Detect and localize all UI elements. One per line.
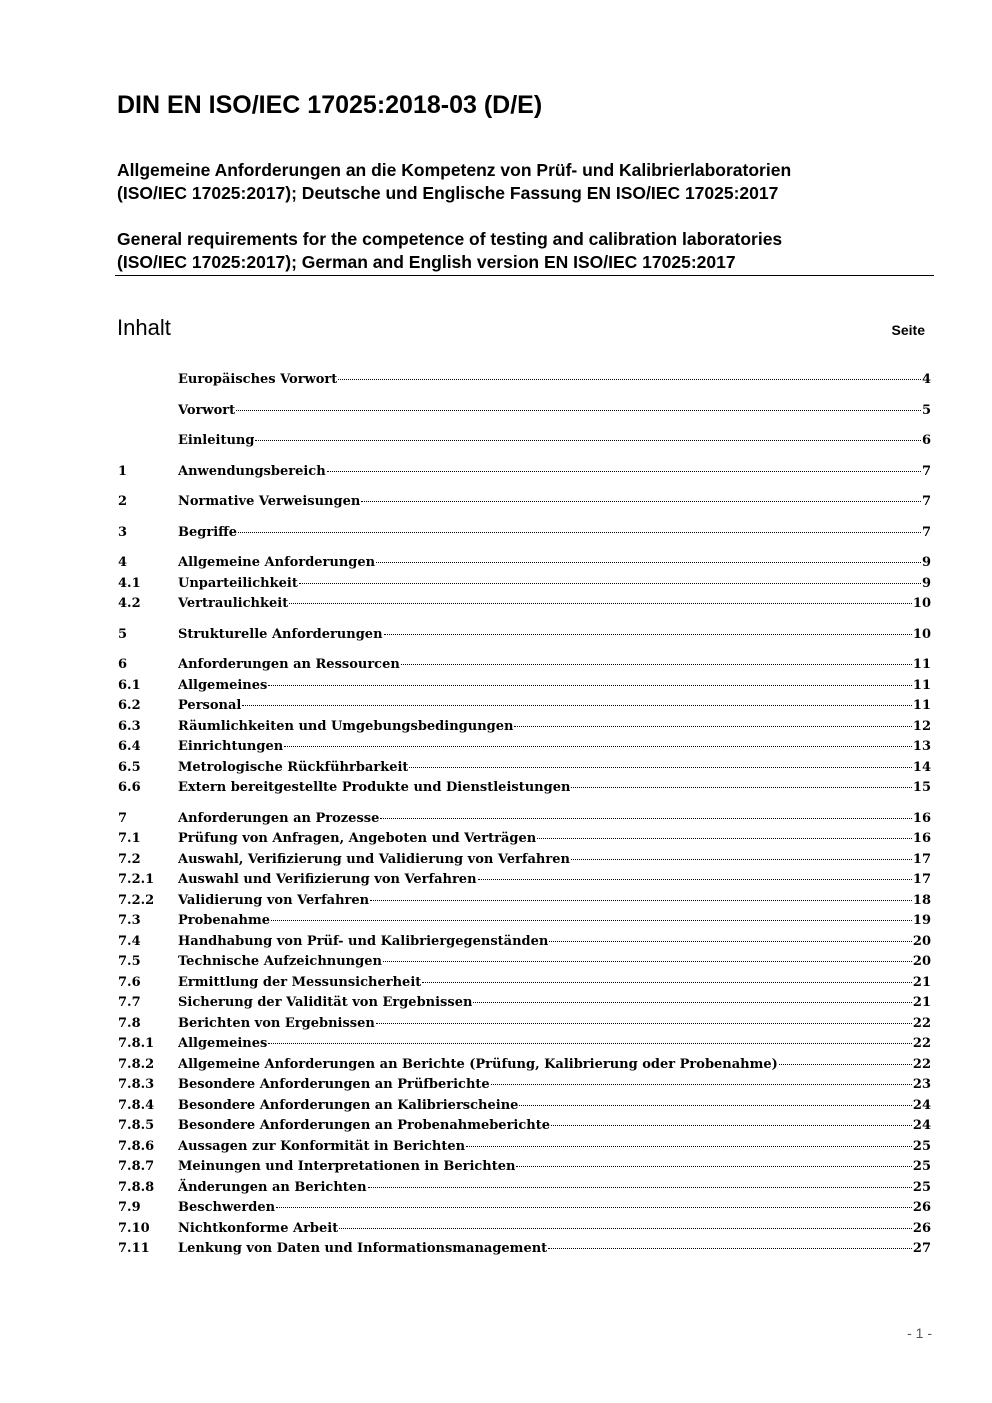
toc-entry-number: 7.8.3 xyxy=(118,1077,155,1092)
toc-page-label: Seite xyxy=(891,322,925,338)
toc-dot-leader xyxy=(327,471,921,472)
toc-entry-title: Anforderungen an Ressourcen xyxy=(178,657,400,672)
toc-entry-number: 7.2.1 xyxy=(118,872,155,887)
toc-entry-page: 25 xyxy=(912,1159,931,1174)
toc-entry-page: 13 xyxy=(912,739,931,754)
toc-entry-page: 25 xyxy=(912,1138,931,1154)
toc-entry-page: 25 xyxy=(912,1179,931,1195)
toc-entry-page: 27 xyxy=(912,1241,931,1256)
toc-entry[interactable] xyxy=(118,431,931,452)
toc-dot-leader xyxy=(422,982,912,983)
toc-entry-page: 21 xyxy=(912,995,931,1010)
toc-entry[interactable] xyxy=(118,462,931,483)
toc-entry[interactable] xyxy=(118,553,931,574)
toc-entry-number: 5 xyxy=(118,626,128,642)
toc-dot-leader xyxy=(361,501,921,502)
toc-entry[interactable] xyxy=(118,1116,931,1137)
document-title: DIN EN ISO/IEC 17025:2018-03 (D/E) xyxy=(117,91,543,119)
toc-entry-title: Besondere Anforderungen an Probenahmeberichte xyxy=(178,1118,551,1133)
subtitle-german-line-2: (ISO/IEC 17025:2017); Deutsche und Englische Fassung EN ISO/IEC 17025:2017 xyxy=(117,183,779,203)
toc-entry-title: Handhabung von Prüf- und Kalibriergegenständen xyxy=(178,933,549,949)
toc-entry-page: 15 xyxy=(912,780,931,795)
toc-entry-number: 7.6 xyxy=(118,974,141,990)
toc-entry-number: 7.5 xyxy=(118,954,141,969)
toc-dot-leader xyxy=(238,532,921,533)
toc-entry[interactable] xyxy=(118,594,931,615)
toc-entry-number: 7.9 xyxy=(118,1200,141,1215)
toc-entry-page: 20 xyxy=(912,933,931,949)
toc-dot-leader xyxy=(571,787,911,788)
toc-entry-number: 7.8.8 xyxy=(118,1179,155,1195)
toc-entry-title: Berichten von Ergebnissen xyxy=(178,1015,375,1031)
toc-entry-title: Einrichtungen xyxy=(178,739,284,754)
toc-entry-page: 26 xyxy=(912,1200,931,1215)
toc-entry-page: 10 xyxy=(912,626,931,642)
toc-entry-number: 2 xyxy=(118,494,128,509)
toc-entry-number: 7.11 xyxy=(118,1241,150,1256)
toc-entry-number: 7.1 xyxy=(118,831,141,846)
toc-dot-leader xyxy=(338,379,921,380)
toc-entry-number: 4 xyxy=(118,555,128,570)
toc-entry[interactable] xyxy=(118,758,931,779)
toc-dot-leader xyxy=(268,685,912,686)
toc-entry-title: Allgemeine Anforderungen an Berichte (Prüfung, Kalibrierung oder Probenahme) xyxy=(178,1056,778,1072)
toc-entry-page: 22 xyxy=(912,1015,931,1031)
toc-entry[interactable] xyxy=(118,829,931,850)
toc-entry[interactable] xyxy=(118,717,931,738)
toc-entry-page: 17 xyxy=(912,872,931,887)
toc-entry-number: 7.4 xyxy=(118,933,141,949)
toc-entry-page: 18 xyxy=(912,892,931,908)
toc-entry-number: 6.1 xyxy=(118,677,141,693)
toc-entry[interactable] xyxy=(118,523,931,544)
toc-entry-page: 21 xyxy=(912,974,931,990)
toc-entry-title: Nichtkonforme Arbeit xyxy=(178,1220,339,1236)
toc-entry-title: Metrologische Rückführbarkeit xyxy=(178,759,409,775)
toc-entry[interactable] xyxy=(118,655,931,676)
toc-dot-leader xyxy=(380,818,912,819)
toc-dot-leader xyxy=(383,961,912,962)
toc-entry-number: 7.2.2 xyxy=(118,892,155,908)
toc-entry-title: Vorwort xyxy=(178,402,236,418)
toc-entry-number: 7.8 xyxy=(118,1015,141,1031)
toc-entry[interactable] xyxy=(118,1219,931,1240)
toc-dot-leader xyxy=(478,879,912,880)
toc-entry[interactable] xyxy=(118,1034,931,1055)
toc-entry-title: Auswahl und Verifizierung von Verfahren xyxy=(178,872,477,887)
toc-entry-title: Besondere Anforderungen an Prüfberichte xyxy=(178,1077,490,1092)
toc-entry-page: 9 xyxy=(921,555,931,570)
toc-entry-title: Unparteilichkeit xyxy=(178,575,298,591)
toc-entry[interactable] xyxy=(118,809,931,830)
toc-entry-page: 24 xyxy=(912,1118,931,1133)
toc-dot-leader xyxy=(370,900,912,901)
toc-entry-page: 22 xyxy=(912,1036,931,1051)
toc-entry[interactable] xyxy=(118,574,931,595)
toc-entry-page: 20 xyxy=(912,954,931,969)
toc-entry-number: 6.6 xyxy=(118,780,141,795)
toc-dot-leader xyxy=(268,1043,912,1044)
toc-entry-number: 1 xyxy=(118,463,128,479)
toc-dot-leader xyxy=(401,664,912,665)
toc-entry-number: 7.3 xyxy=(118,913,141,928)
toc-entry[interactable] xyxy=(118,1137,931,1158)
toc-entry-page: 19 xyxy=(912,913,931,928)
toc-entry-title: Anforderungen an Prozesse xyxy=(178,810,380,826)
toc-dot-leader xyxy=(516,1166,911,1167)
toc-entry-title: Prüfung von Anfragen, Angeboten und Verträgen xyxy=(178,831,537,846)
toc-dot-leader xyxy=(549,941,912,942)
toc-entry-page: 5 xyxy=(921,402,931,418)
toc-dot-leader xyxy=(384,634,912,635)
toc-entry-page: 16 xyxy=(912,831,931,846)
toc-entry-title: Meinungen und Interpretationen in Berichten xyxy=(178,1159,516,1174)
toc-entry-page: 11 xyxy=(912,657,931,672)
toc-entry-number: 7.7 xyxy=(118,995,141,1010)
toc-dot-leader xyxy=(409,767,911,768)
toc-entry-page: 26 xyxy=(912,1220,931,1236)
subtitle-english xyxy=(117,228,782,274)
toc-dot-leader xyxy=(491,1084,912,1085)
toc-entry[interactable] xyxy=(118,973,931,994)
toc-entry[interactable] xyxy=(118,993,931,1014)
toc-entry-number: 6.3 xyxy=(118,718,141,734)
toc-dot-leader xyxy=(514,726,911,727)
toc-entry[interactable] xyxy=(118,932,931,953)
toc-entry-title: Normative Verweisungen xyxy=(178,494,361,509)
toc-entry-title: Ermittlung der Messunsicherheit xyxy=(178,974,422,990)
toc-entry-title: Lenkung von Daten und Informationsmanagement xyxy=(178,1241,548,1256)
toc-entry-page: 14 xyxy=(912,759,931,775)
toc-entry-page: 12 xyxy=(912,718,931,734)
toc-entry-title: Räumlichkeiten und Umgebungsbedingungen xyxy=(178,718,514,734)
toc-heading: Inhalt xyxy=(117,315,171,340)
toc-dot-leader xyxy=(255,440,921,441)
toc-entry-title: Allgemeines xyxy=(178,677,268,693)
toc-entry-page: 7 xyxy=(921,494,931,509)
toc-entry[interactable] xyxy=(118,737,931,758)
toc-entry-number: 7.8.1 xyxy=(118,1036,155,1051)
toc-dot-leader xyxy=(571,859,912,860)
toc-entry-page: 9 xyxy=(921,575,931,591)
toc-entry[interactable] xyxy=(118,1055,931,1076)
toc-entry-number: 7.2 xyxy=(118,851,141,867)
toc-entry[interactable] xyxy=(118,1239,931,1260)
toc-entry-title: Vertraulichkeit xyxy=(178,596,289,611)
toc-entry-page: 11 xyxy=(912,677,931,693)
subtitle-english-line-2: (ISO/IEC 17025:2017); German and English version EN ISO/IEC 17025:2017 xyxy=(117,252,736,272)
toc-dot-leader xyxy=(548,1248,912,1249)
toc-entry[interactable] xyxy=(118,1157,931,1178)
toc-entry-title: Technische Aufzeichnungen xyxy=(178,954,382,969)
toc-entry-title: Personal xyxy=(178,698,242,713)
toc-entry-page: 22 xyxy=(912,1056,931,1072)
toc-entry-title: Aussagen zur Konformität in Berichten xyxy=(178,1138,466,1154)
toc-entry-title: Validierung von Verfahren xyxy=(178,892,370,908)
toc-entry-number: 6.5 xyxy=(118,759,141,775)
toc-entry[interactable] xyxy=(118,370,931,391)
subtitle-english-line-1: General requirements for the competence of testing and calibration laboratories xyxy=(117,229,783,249)
toc-entry-page: 17 xyxy=(912,851,931,867)
toc-entry[interactable] xyxy=(118,850,931,871)
toc-dot-leader xyxy=(271,920,912,921)
toc-entry-page: 23 xyxy=(912,1077,931,1092)
toc-entry[interactable] xyxy=(118,952,931,973)
toc-entry-title: Änderungen an Berichten xyxy=(178,1179,367,1195)
toc-dot-leader xyxy=(368,1187,912,1188)
toc-entry-number: 4.2 xyxy=(118,596,141,611)
toc-entry-title: Begriffe xyxy=(178,524,238,540)
toc-entry[interactable] xyxy=(118,778,931,799)
toc-entry-page: 7 xyxy=(921,463,931,479)
subtitle-german-line-1: Allgemeine Anforderungen an die Kompetenz von Prüf- und Kalibrierlaboratorien xyxy=(117,160,792,180)
page-number: - 1 - xyxy=(907,1325,932,1341)
toc-dot-leader xyxy=(537,838,912,839)
toc-entry-number: 7.8.7 xyxy=(118,1159,155,1174)
toc-entry-title: Probenahme xyxy=(178,913,271,928)
title-divider xyxy=(115,275,934,276)
toc-entry-title: Allgemeines xyxy=(178,1036,268,1051)
subtitle-german xyxy=(117,159,791,205)
toc-entry-page: 7 xyxy=(921,524,931,540)
toc-entry[interactable] xyxy=(118,870,931,891)
table-of-contents xyxy=(118,370,931,1260)
toc-entry-title: Strukturelle Anforderungen xyxy=(178,626,383,642)
toc-entry[interactable] xyxy=(118,401,931,422)
toc-entry-number: 7 xyxy=(118,810,128,826)
toc-entry-number: 6.2 xyxy=(118,698,141,713)
toc-entry-page: 6 xyxy=(921,433,931,448)
toc-entry[interactable] xyxy=(118,625,931,646)
toc-entry-number: 7.10 xyxy=(118,1220,150,1236)
toc-entry[interactable] xyxy=(118,676,931,697)
toc-entry[interactable] xyxy=(118,696,931,717)
toc-dot-leader xyxy=(376,562,921,563)
toc-entry[interactable] xyxy=(118,492,931,513)
toc-dot-leader xyxy=(376,1023,912,1024)
toc-dot-leader xyxy=(466,1146,912,1147)
toc-dot-leader xyxy=(289,603,912,604)
toc-dot-leader xyxy=(276,1207,912,1208)
toc-entry[interactable] xyxy=(118,911,931,932)
toc-entry-title: Beschwerden xyxy=(178,1200,276,1215)
toc-entry[interactable] xyxy=(118,891,931,912)
toc-entry-number: 6 xyxy=(118,657,128,672)
toc-entry-page: 11 xyxy=(912,698,931,713)
toc-dot-leader xyxy=(236,410,921,411)
toc-entry-number: 7.8.4 xyxy=(118,1097,155,1113)
toc-entry[interactable] xyxy=(118,1075,931,1096)
toc-entry-title: Auswahl, Verifizierung und Validierung von Verfahren xyxy=(178,851,570,867)
toc-dot-leader xyxy=(299,583,921,584)
toc-dot-leader xyxy=(284,746,912,747)
toc-entry-title: Europäisches Vorwort xyxy=(178,372,338,387)
toc-entry-title: Extern bereitgestellte Produkte und Dienstleistungen xyxy=(178,780,571,795)
toc-entry-page: 24 xyxy=(912,1097,931,1113)
toc-dot-leader xyxy=(551,1125,912,1126)
toc-entry-number: 4.1 xyxy=(118,575,141,591)
toc-entry-page: 4 xyxy=(921,372,931,387)
toc-entry-title: Allgemeine Anforderungen xyxy=(178,555,376,570)
toc-entry-number: 6.4 xyxy=(118,739,141,754)
toc-entry-title: Besondere Anforderungen an Kalibrierscheine xyxy=(178,1097,519,1113)
toc-dot-leader xyxy=(779,1064,912,1065)
toc-entry-page: 16 xyxy=(912,810,931,826)
toc-entry[interactable] xyxy=(118,1096,931,1117)
toc-entry-title: Anwendungsbereich xyxy=(178,463,326,479)
toc-dot-leader xyxy=(339,1228,912,1229)
toc-entry-number: 3 xyxy=(118,524,128,540)
toc-dot-leader xyxy=(519,1105,911,1106)
toc-entry-number: 7.8.6 xyxy=(118,1138,155,1154)
toc-entry-number: 7.8.5 xyxy=(118,1118,155,1133)
toc-dot-leader xyxy=(473,1002,911,1003)
toc-entry[interactable] xyxy=(118,1178,931,1199)
toc-entry-number: 7.8.2 xyxy=(118,1056,155,1072)
toc-entry[interactable] xyxy=(118,1014,931,1035)
toc-dot-leader xyxy=(242,705,912,706)
toc-entry[interactable] xyxy=(118,1198,931,1219)
toc-entry-page: 10 xyxy=(912,596,931,611)
toc-entry-title: Einleitung xyxy=(178,433,255,448)
toc-entry-title: Sicherung der Validität von Ergebnissen xyxy=(178,995,473,1010)
